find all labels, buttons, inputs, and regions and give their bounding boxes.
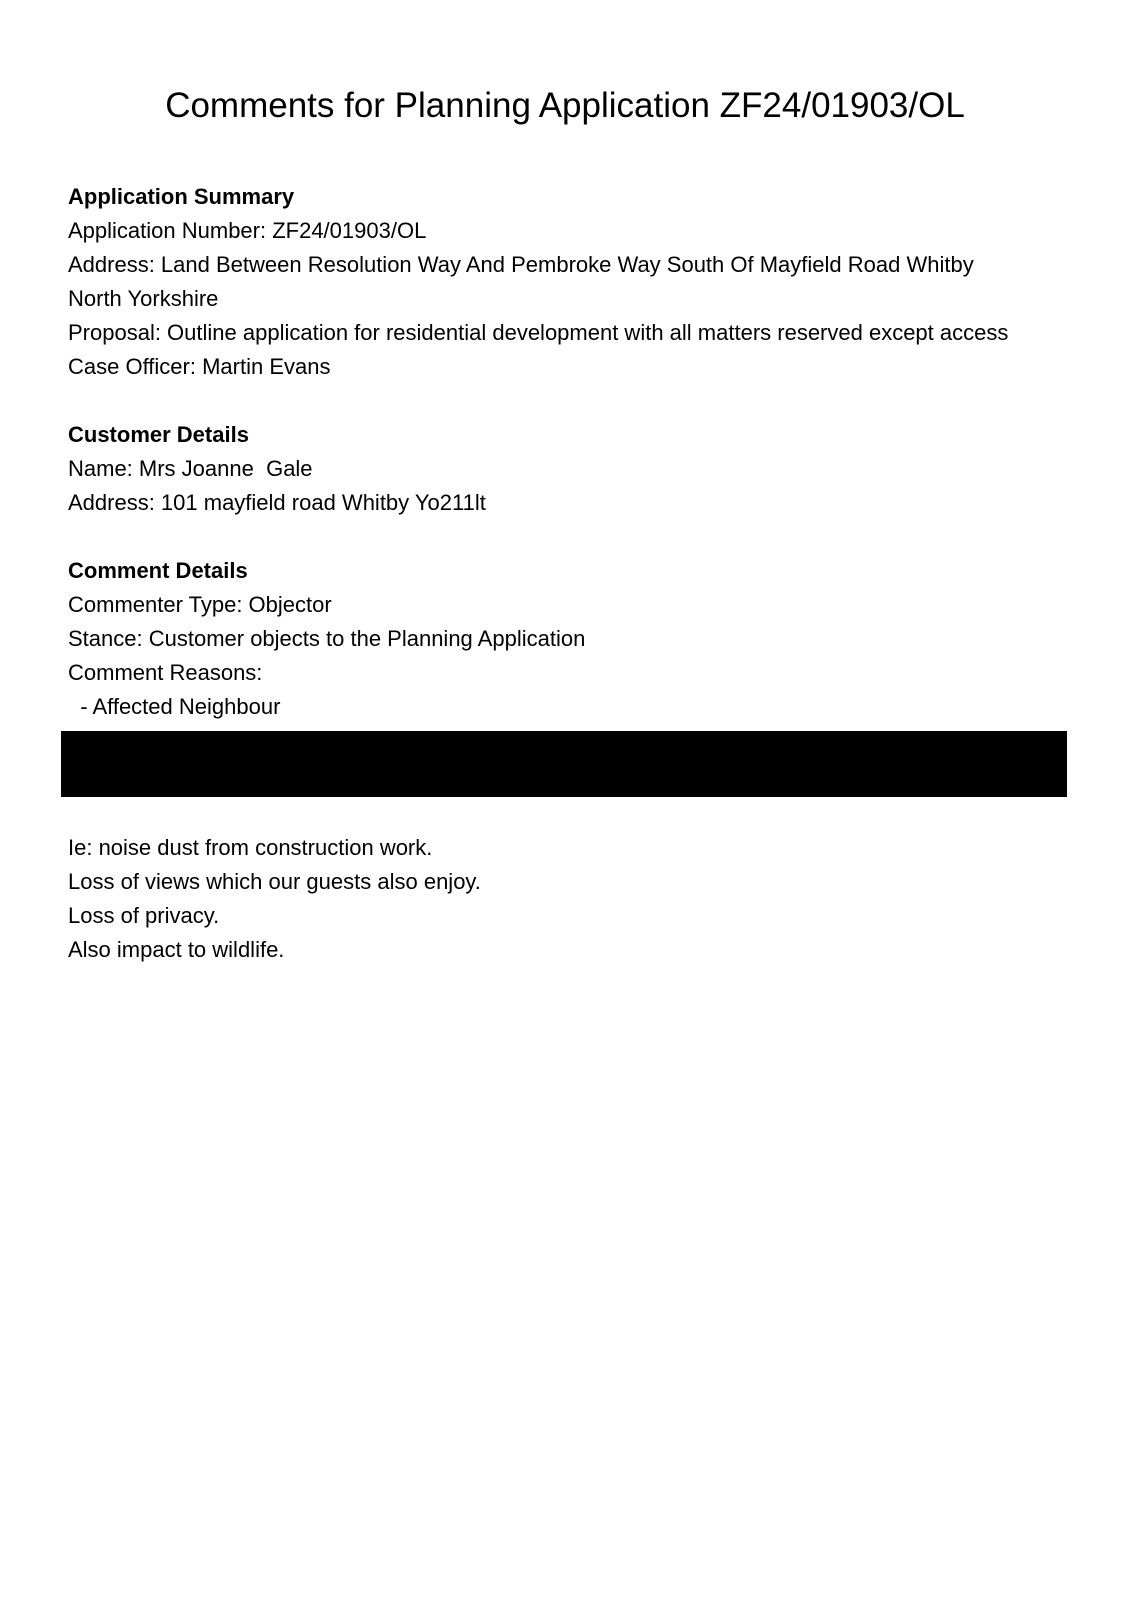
customer-details-section bbox=[68, 418, 1068, 520]
comment-details-section bbox=[68, 554, 1068, 724]
comment-details-heading: Comment Details bbox=[68, 558, 248, 583]
redaction-block bbox=[61, 731, 1067, 797]
case-officer: Case Officer: Martin Evans bbox=[68, 354, 331, 379]
application-summary-section bbox=[68, 180, 1068, 384]
application-address-line-1: Address: Land Between Resolution Way And Pembroke Way South Of Mayfield Road Whitby bbox=[68, 252, 974, 277]
customer-name: Name: Mrs Joanne Gale bbox=[68, 456, 313, 481]
application-summary-heading: Application Summary bbox=[68, 184, 295, 209]
section-spacer bbox=[68, 520, 1068, 554]
stance: Stance: Customer objects to the Planning Application bbox=[68, 626, 586, 651]
comment-reasons-label: Comment Reasons: bbox=[68, 660, 263, 685]
application-proposal: Proposal: Outline application for residential development with all matters reserved except access bbox=[68, 320, 1009, 345]
commenter-type: Commenter Type: Objector bbox=[68, 592, 332, 617]
customer-address: Address: 101 mayfield road Whitby Yo211lt bbox=[68, 490, 486, 515]
page-title: Comments for Planning Application ZF24/01903/OL bbox=[165, 86, 965, 125]
comment-text bbox=[68, 831, 1068, 967]
comment-line: Loss of privacy. bbox=[68, 903, 220, 928]
customer-details-heading: Customer Details bbox=[68, 422, 249, 447]
comment-line: Loss of views which our guests also enjoy. bbox=[68, 869, 481, 894]
comment-line: Also impact to wildlife. bbox=[68, 937, 285, 962]
document-body bbox=[68, 180, 1068, 724]
application-address-line-2: North Yorkshire bbox=[68, 286, 219, 311]
comment-line: Ie: noise dust from construction work. bbox=[68, 835, 433, 860]
application-number: Application Number: ZF24/01903/OL bbox=[68, 218, 427, 243]
comment-reason-item: - Affected Neighbour bbox=[68, 694, 281, 719]
section-spacer bbox=[68, 384, 1068, 418]
